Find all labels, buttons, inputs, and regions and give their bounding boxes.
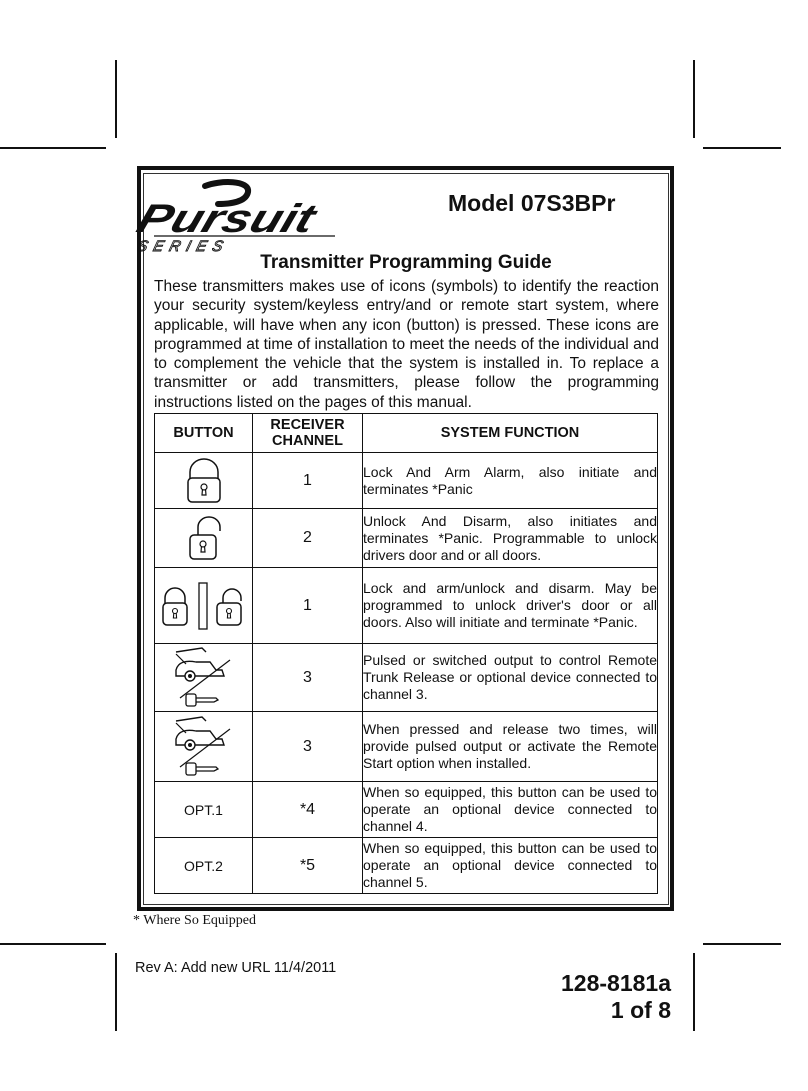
page-number: 1 of 8 — [610, 997, 671, 1023]
crop-mark — [703, 943, 781, 945]
crop-mark — [693, 60, 695, 138]
button-cell — [155, 453, 253, 509]
function-cell: Pulsed or switched output to control Remote Trunk Release or optional device connected to channel 3. — [363, 644, 658, 712]
page-title: Transmitter Programming Guide — [260, 252, 552, 273]
header-button: BUTTON — [155, 414, 253, 453]
table-row — [155, 712, 658, 782]
table-row — [155, 838, 658, 894]
channel-cell: *4 — [253, 782, 363, 838]
crop-mark — [693, 953, 695, 1031]
function-cell: Unlock And Disarm, also initiates and terminates *Panic. Programmable to unlock drivers door and or all doors. — [363, 509, 658, 568]
pursuit-series-logo — [131, 178, 338, 256]
channel-cell: 1 — [253, 453, 363, 509]
model-number: Model 07S3BPr — [448, 190, 616, 216]
crop-mark — [0, 943, 106, 945]
button-cell — [155, 712, 253, 782]
channel-cell: 1 — [253, 568, 363, 644]
channel-cell: 3 — [253, 712, 363, 782]
document-number: 128-8181a — [561, 970, 671, 996]
lock-open-icon — [184, 515, 224, 561]
function-cell: When pressed and release two times, will provide pulsed output or activate the Remote Start option when installed. — [363, 712, 658, 782]
table-row — [155, 782, 658, 838]
header-function: SYSTEM FUNCTION — [363, 414, 658, 453]
header-channel: RECEIVER CHANNEL — [253, 414, 363, 453]
button-cell — [155, 644, 253, 712]
revision-note: Rev A: Add new URL 11/4/2011 — [135, 960, 337, 976]
table-header-row — [155, 414, 658, 453]
footnote: * Where So Equipped — [133, 913, 256, 928]
button-function-table — [154, 413, 658, 894]
svg-text:SERIES: SERIES — [135, 238, 231, 255]
crop-mark — [115, 953, 117, 1031]
lock-toggle-icon — [159, 581, 249, 631]
opt2-button-label: OPT.2 — [155, 838, 253, 894]
channel-cell: *5 — [253, 838, 363, 894]
crop-mark — [115, 60, 117, 138]
opt1-button-label: OPT.1 — [155, 782, 253, 838]
table-row — [155, 453, 658, 509]
function-cell: When so equipped, this button can be used to operate an optional device connected to channel 4. — [363, 782, 658, 838]
trunk-key-icon — [172, 646, 236, 710]
table-row — [155, 644, 658, 712]
crop-mark — [703, 147, 781, 149]
function-cell: When so equipped, this button can be used to operate an optional device connected to channel 5. — [363, 838, 658, 894]
svg-text:Pursuit: Pursuit — [131, 195, 284, 241]
table-row — [155, 568, 658, 644]
intro-paragraph: These transmitters makes use of icons (symbols) to identify the reaction your security system/keyless entry/and or remote start system, where applicable, will have when any icon (button) is pressed. These icons are programmed at time of installation to meet the needs of the individual and to complement the vehicle that the system is installed in. To replace a transmitter or add transmitters, please follow the programming instructions listed on the pages of this manual. — [154, 278, 659, 411]
crop-mark — [0, 147, 106, 149]
button-cell — [155, 509, 253, 568]
channel-cell: 2 — [253, 509, 363, 568]
trunk-key-icon — [172, 715, 236, 779]
function-cell: Lock and arm/unlock and disarm. May be programmed to unlock driver's door or all doors. Also will initiate and terminate *Panic. — [363, 568, 658, 644]
table-row — [155, 509, 658, 568]
function-cell: Lock And Arm Alarm, also initiate and terminates *Panic — [363, 453, 658, 509]
channel-cell: 3 — [253, 644, 363, 712]
lock-closed-icon — [184, 458, 224, 504]
button-cell — [155, 568, 253, 644]
